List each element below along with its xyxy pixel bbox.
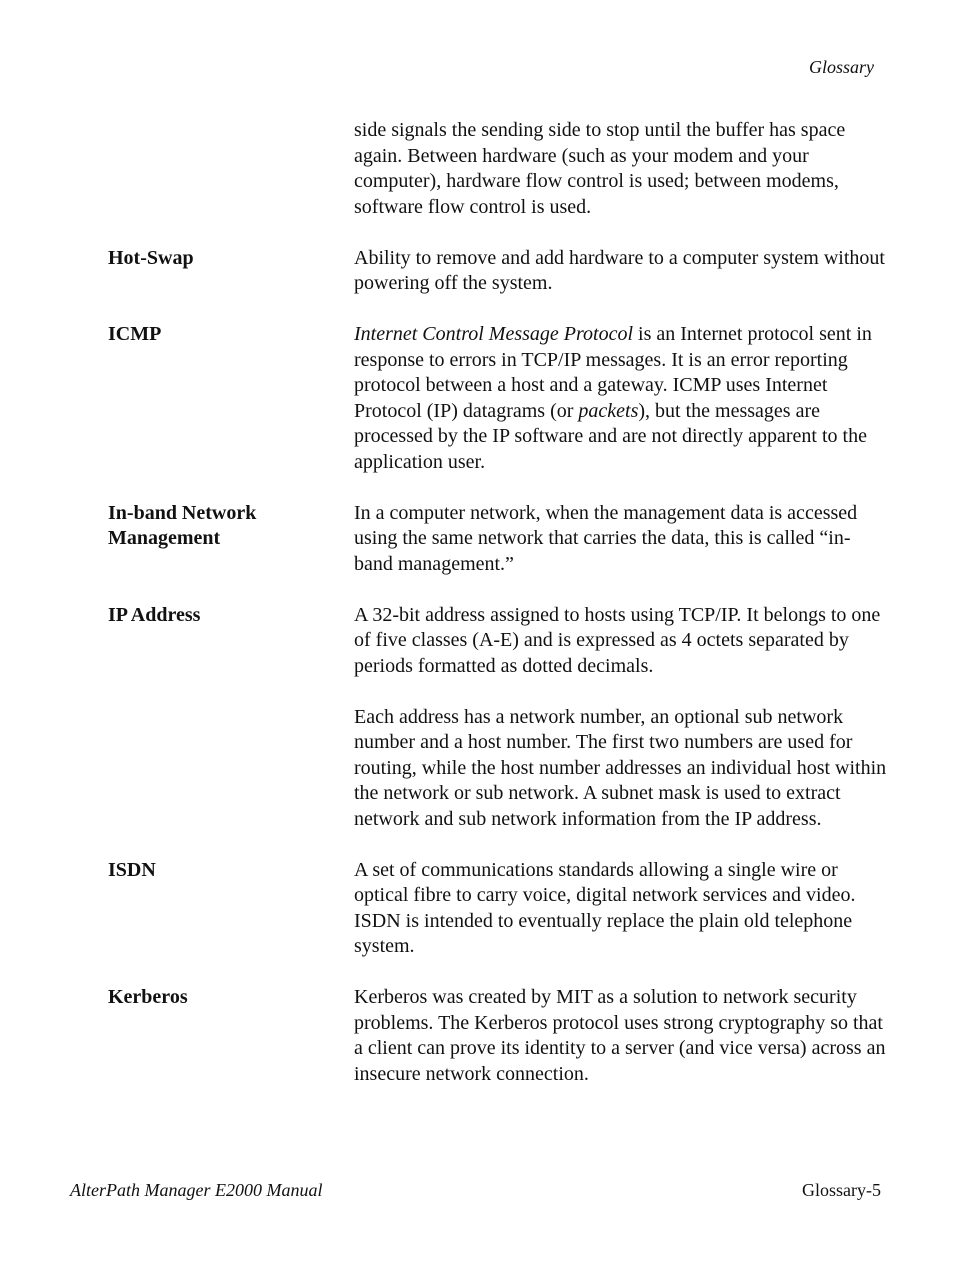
glossary-entry-kerberos: [108, 985, 888, 1087]
glossary-term: ISDN: [108, 858, 156, 881]
definition-italic-term: packets: [578, 399, 639, 422]
glossary-entry-in-band-network-management: [108, 501, 888, 578]
footer-manual-title: AlterPath Manager E2000 Manual: [70, 1180, 323, 1200]
glossary-entry-hot-swap: [108, 246, 888, 297]
glossary-term: In-band Network Management: [108, 501, 257, 549]
glossary-definition: [354, 322, 888, 475]
continuation-paragraph: side signals the sending side to stop until the buffer has space again. Between hardware (such as your modem and your computer), hardware flow control is used; between modems, software flow control is used.: [354, 119, 846, 218]
glossary-term: IP Address: [108, 603, 201, 626]
glossary-term: ICMP: [108, 323, 162, 345]
glossary-definition: Ability to remove and add hardware to a computer system without powering off the system.: [354, 246, 885, 294]
glossary-definition: In a computer network, when the management data is accessed using the same network that carries the data, this is called “in-band management.”: [354, 501, 858, 575]
glossary-body: [108, 118, 888, 1087]
glossary-term: Kerberos: [108, 986, 188, 1008]
definition-text: ), but the messages are processed by the IP software and are not directly apparent to the application user.: [354, 399, 867, 473]
running-header: Glossary: [808, 57, 874, 77]
glossary-definition: Kerberos was created by MIT as a solution to network security problems. The Kerberos protocol uses strong cryptography so that a client can prove its identity to a server (and vice versa) across an insecure network connection.: [354, 986, 886, 1085]
definition-text: is an Internet protocol sent in response to errors in TCP/IP messages. It is an error reporting protocol between a host and a gateway. ICMP uses Internet Protocol (IP) datagrams (or: [354, 323, 872, 422]
definition-italic-lead: Internet Control Message Protocol: [354, 323, 634, 345]
glossary-entry-isdn: [108, 858, 888, 960]
glossary-term: Hot-Swap: [108, 246, 194, 269]
glossary-definition-continued: Each address has a network number, an optional sub network number and a host number. The first two numbers are used for routing, while the host number addresses an individual host within the network or sub network. A subnet mask is used to extract network and sub network information from the IP address.: [354, 705, 887, 830]
glossary-definition: A 32-bit address assigned to hosts using TCP/IP. It belongs to one of five classes (A-E) and is expressed as 4 octets separated by periods formatted as dotted decimals.: [354, 603, 881, 677]
glossary-entry-icmp: [108, 322, 888, 475]
glossary-entry-ip-address: [108, 603, 888, 680]
glossary-definition: A set of communications standards allowing a single wire or optical fibre to carry voice, digital network services and video. ISDN is intended to eventually replace the plain old telephone system.: [354, 858, 856, 957]
footer-page-number: Glossary-5: [802, 1180, 881, 1200]
